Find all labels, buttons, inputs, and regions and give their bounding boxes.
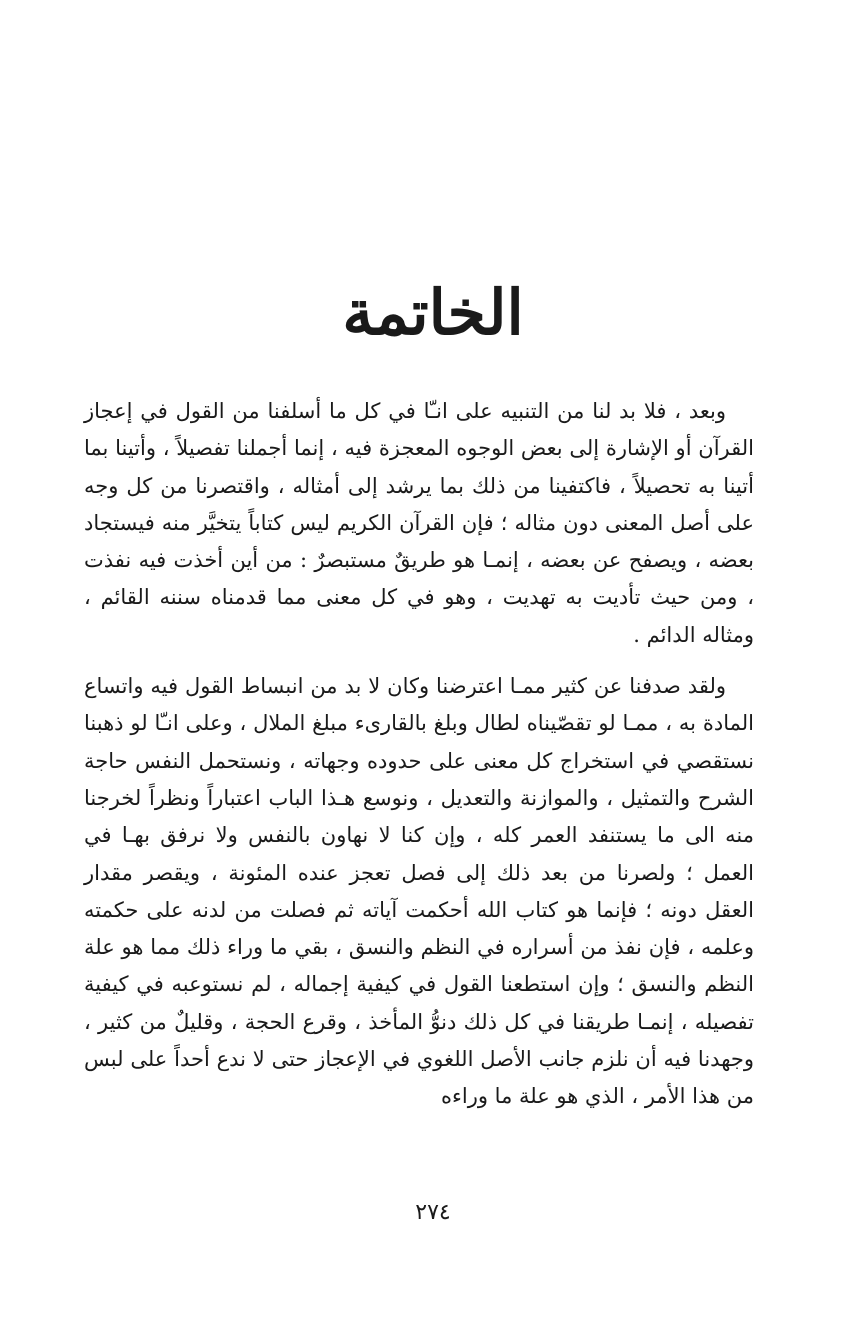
body-text (84, 393, 754, 1116)
paragraph-2: ولقد صدفنا عن كثير ممـا اعترضنا وكان لا بد من انبساط القول فيه واتساع المادة به ، ممـا لو تقصّيناه لطال وبلغ بالقارىء مبلغ الملال ، وعلى انـّا لو ذهبنا نستقصي في استخراج كل معنى على حدوده وجهاته ، ونستحمل النفس حاجة الشرح والتمثيل ، والموازنة والتعديل ، ونوسع هـذا الباب اعتباراً ونظراً لخرجنا منه الى ما يستنفد العمر كله ، وإن كنا لا نهاون بالنفس ولا نرفق بهـا في العمل ؛ ولصرنا من بعد ذلك إلى فصل تعجز عنده المئونة ، ويقصر مقدار العقل دونه ؛ فإنما هو كتاب الله أحكمت آياته ثم فصلت من لدنه على حكمته وعلمه ، فإن نفذ من أسراره في النظم والنسق ، بقي ما وراء ذلك مما هو علة النظم والنسق ؛ وإن استطعنا القول في كيفية إجماله ، لم نستوعبه في كيفية تفصيله ، إنمـا طريقنا في كل ذلك دنوُّ المأخذ ، وقرع الحجة ، وقليلٌ من كثير ، وجهدنا فيه أن نلزم جانب الأصل اللغوي في الإعجاز حتى لا ندع أحداً على لبس من هذا الأمر ، الذي هو علة ما وراءه (84, 674, 754, 1109)
paragraph-1: وبعد ، فلا بد لنا من التنبيه على انـّا في كل ما أسلفنا من القول في إعجاز القرآن أو الإشارة إلى بعض الوجوه المعجزة فيه ، إنما أجملنا تفصيلاً ، وأتينا بما أتينا به تحصيلاً ، فاكتفينا من ذلك بما يرشد إلى أمثاله ، واقتصرنا من كل وجه على أصل المعنى دون مثاله ؛ فإن القرآن الكريم ليس كتاباً يتخيَّر منه فيستجاد بعضه ، ويصفح عن بعضه ، إنمـا هو طريقٌ مستبصرٌ : من أين أخذت فيه نفذت ، ومن حيث تأديت به تهديت ، وهو في كل معنى مما قدمناه سننه القائم ، ومثاله الدائم . (84, 399, 754, 647)
page-number: ٢٧٤ (415, 1200, 451, 1225)
chapter-title: الخاتمة (342, 276, 524, 349)
